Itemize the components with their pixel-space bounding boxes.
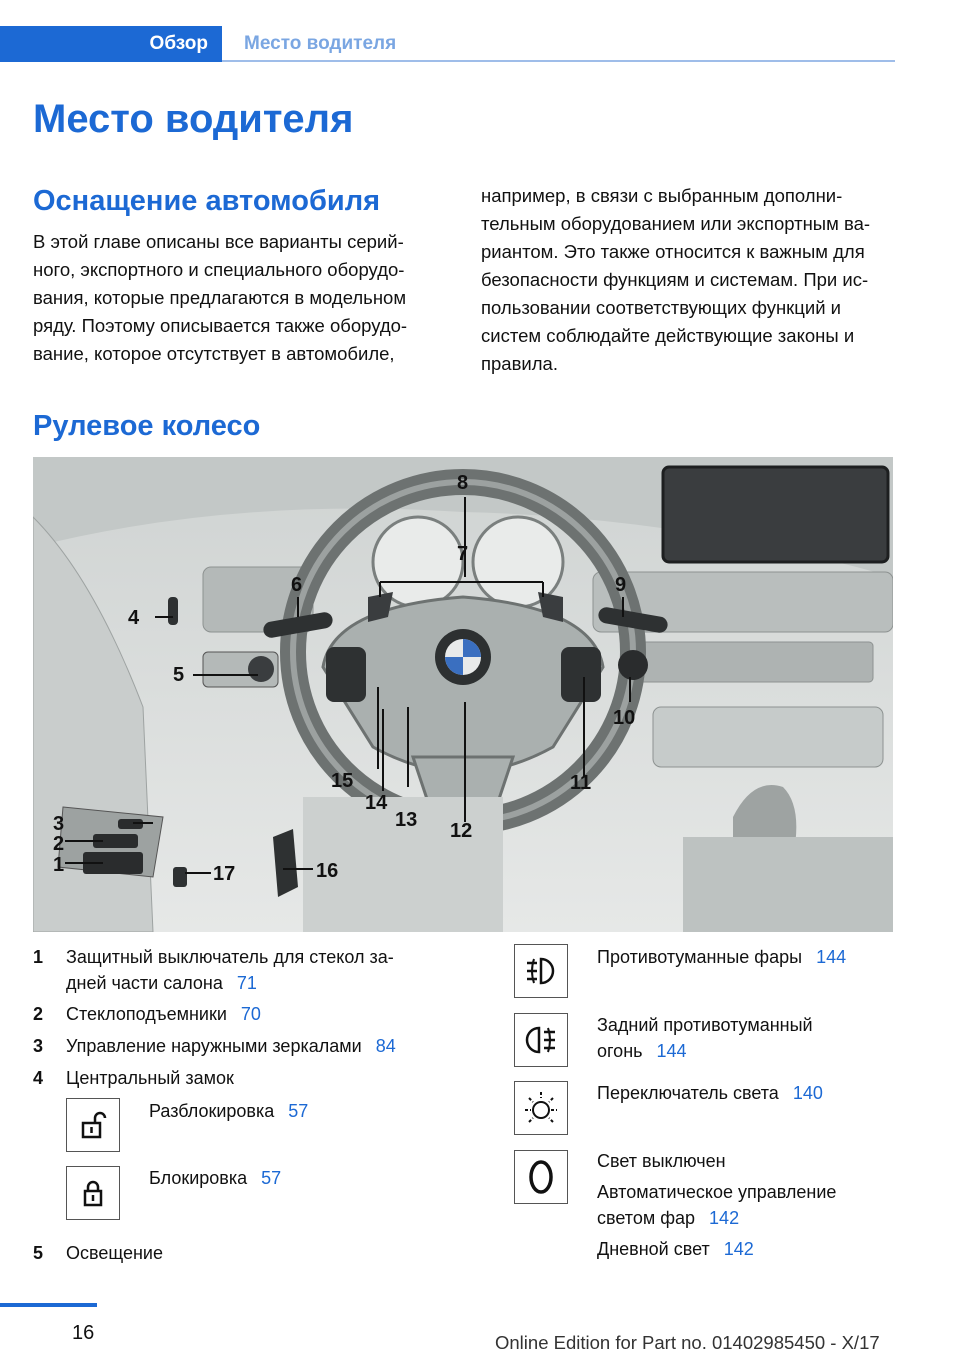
legend-lock [149, 1165, 281, 1191]
callout-8: 8 [457, 472, 469, 494]
item-number: 5 [33, 1243, 44, 1263]
callout-13: 13 [395, 809, 418, 831]
callout-7: 7 [457, 543, 469, 565]
item-text: Разблокировка [149, 1101, 275, 1121]
item-number: 1 [33, 947, 44, 967]
light-switch-icon [514, 1081, 568, 1135]
page-reference-link[interactable]: 142 [709, 1208, 740, 1228]
text-line: тельным оборудованием или экспортным ва- [481, 213, 871, 234]
item-text: Управление наружными зеркалами [66, 1036, 362, 1056]
legend-item-4 [33, 1065, 453, 1091]
callout-1: 1 [53, 854, 65, 876]
page-reference-link[interactable]: 70 [240, 1004, 261, 1024]
cockpit-drawing [33, 457, 893, 932]
page-reference-link[interactable]: 142 [723, 1239, 754, 1259]
unlock-icon [66, 1098, 120, 1152]
rear-fog-light-icon [514, 1013, 568, 1067]
footer-divider [0, 1303, 97, 1307]
item-number: 2 [33, 1004, 44, 1024]
text-line: В этой главе описаны все варианты серий- [33, 231, 404, 252]
intro-column-2 [481, 182, 896, 378]
page-reference-link[interactable]: 57 [288, 1101, 309, 1121]
section-title-steering-wheel: Рулевое колесо [33, 410, 261, 442]
page-number: 16 [72, 1322, 95, 1344]
legend-rear-fog [597, 1012, 813, 1064]
lock-icon [66, 1166, 120, 1220]
callout-4: 4 [128, 607, 140, 629]
text-line: вание, которое отсутствует в автомобиле, [33, 343, 395, 364]
callout-10: 10 [613, 707, 636, 729]
item-text: Переключатель света [597, 1083, 779, 1103]
item-number: 3 [33, 1036, 44, 1056]
callout-16: 16 [316, 860, 339, 882]
page-reference-link[interactable]: 57 [261, 1168, 282, 1188]
text-line: ного, экспортного и специального оборудо- [33, 259, 405, 280]
text-line: пользовании соответствующих функций и [481, 297, 842, 318]
page-title: Место водителя [33, 97, 354, 141]
tab-overview[interactable]: Обзор [0, 26, 222, 62]
item-text: светом фар [597, 1208, 696, 1228]
callout-14: 14 [365, 792, 388, 814]
item-text: Стеклоподъемники [66, 1004, 227, 1024]
callout-15: 15 [331, 770, 354, 792]
callout-11: 11 [570, 772, 592, 794]
page-reference-link[interactable]: 71 [236, 973, 257, 993]
legend-item-3 [33, 1033, 453, 1059]
edition-note: Online Edition for Part no. 01402985450 - X/17 [495, 1332, 880, 1353]
zero-icon [514, 1150, 568, 1204]
legend-unlock [149, 1098, 308, 1124]
page-reference-link[interactable]: 144 [816, 947, 847, 967]
page-reference-link[interactable]: 84 [375, 1036, 396, 1056]
tab-bar [0, 0, 895, 62]
text-line: риантом. Это также относится к важным для [481, 241, 865, 262]
item-text: Автоматическое управление [597, 1182, 837, 1202]
item-text: дней части салона [66, 973, 223, 993]
callout-6: 6 [291, 574, 303, 596]
legend-light-off [597, 1148, 897, 1262]
callout-9: 9 [615, 574, 627, 596]
legend-item-5 [33, 1240, 453, 1266]
callout-5: 5 [173, 664, 185, 686]
item-text: огонь [597, 1041, 643, 1061]
text-line: систем соблюдайте действующие законы и [481, 325, 855, 346]
callout-12: 12 [450, 820, 473, 842]
front-fog-light-icon [514, 944, 568, 998]
text-line: ряду. Поэтому описывается также оборудо- [33, 315, 408, 336]
callout-3: 3 [53, 813, 65, 835]
text-line: правила. [481, 353, 558, 374]
item-text: Защитный выключатель для стекол за- [66, 947, 394, 967]
page-reference-link[interactable]: 140 [792, 1083, 823, 1103]
item-text: Дневной свет [597, 1239, 710, 1259]
tab-driver-seat[interactable]: Место водителя [244, 33, 397, 54]
text-line: вания, которые предлагаются в модельном [33, 287, 407, 308]
item-text: Блокировка [149, 1168, 248, 1188]
item-text: Центральный замок [66, 1068, 234, 1088]
item-number: 4 [33, 1068, 44, 1088]
item-text: Освещение [66, 1243, 163, 1263]
text-line: например, в связи с выбранным дополни- [481, 185, 843, 206]
page-reference-link[interactable]: 144 [656, 1041, 687, 1061]
steering-wheel-illustration [33, 457, 893, 932]
intro-column-1 [33, 228, 448, 368]
legend-front-fog [597, 944, 846, 970]
legend-light-switch [597, 1080, 823, 1106]
tab-divider [222, 60, 895, 62]
text-line: безопасности функциям и системам. При ис- [481, 269, 869, 290]
item-text: Противотуманные фары [597, 947, 803, 967]
legend-item-2 [33, 1001, 453, 1027]
item-text: Свет выключен [597, 1151, 726, 1171]
item-text: Задний противотуманный [597, 1015, 813, 1035]
callout-2: 2 [53, 833, 65, 855]
section-title-equipment: Оснащение автомобиля [33, 185, 381, 217]
callout-17: 17 [213, 863, 236, 885]
legend-item-1 [33, 944, 453, 996]
